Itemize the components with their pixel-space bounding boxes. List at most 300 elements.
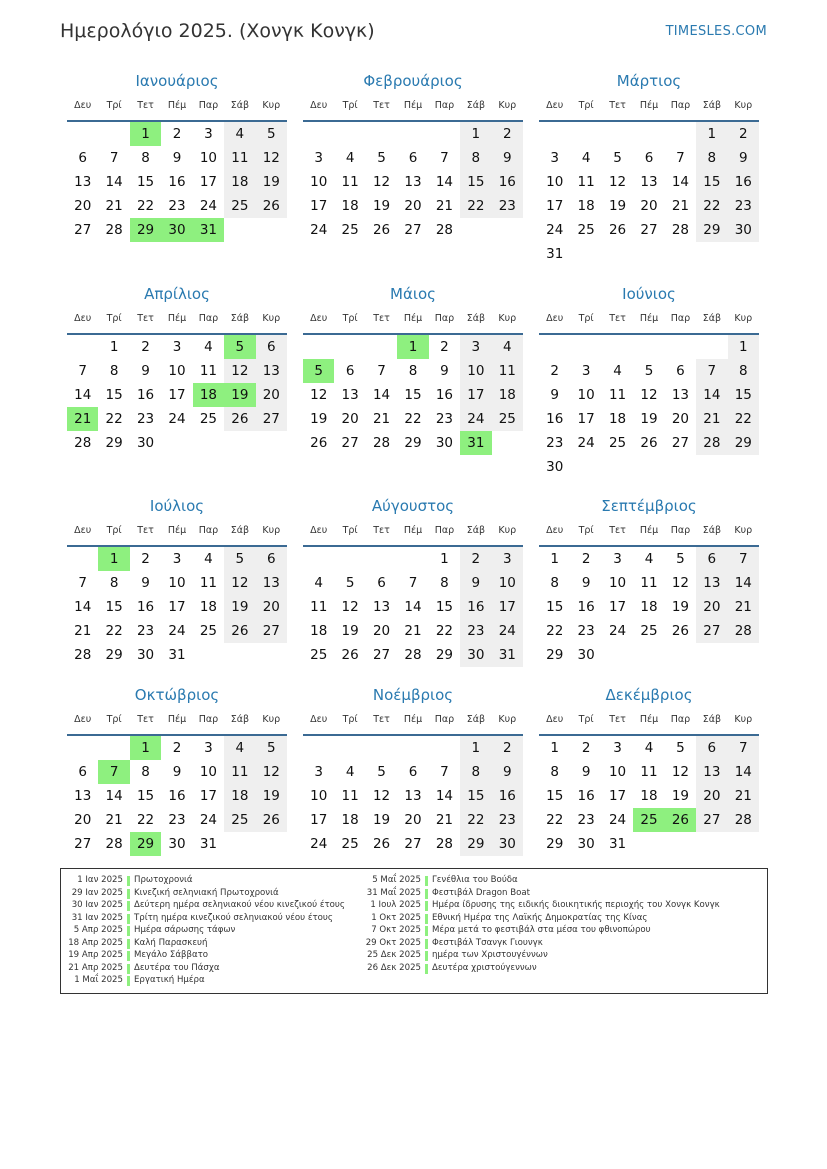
legend-date: 21 Απρ 2025 bbox=[68, 962, 123, 973]
day-cell: 13 bbox=[256, 571, 287, 595]
day-cell: 15 bbox=[435, 599, 454, 615]
month-name: Ιανουάριος bbox=[135, 72, 219, 90]
weekday-label: Παρ bbox=[434, 714, 455, 725]
day-cell: 8 bbox=[460, 146, 491, 170]
weekday-label: Σάβ bbox=[702, 313, 722, 324]
day-cell: 19 bbox=[372, 198, 391, 214]
day-cell: 23 bbox=[577, 812, 595, 828]
day-cell: 17 bbox=[608, 788, 627, 804]
day-cell: 9 bbox=[141, 575, 150, 591]
legend-holiday-name: ημέρα των Χριστουγέννων bbox=[432, 950, 548, 960]
day-cell-holiday: 1 bbox=[98, 547, 129, 571]
weekday-label: Πέμ bbox=[167, 714, 187, 725]
day-cell: 28 bbox=[435, 836, 454, 852]
day-cell: 10 bbox=[310, 174, 328, 190]
holiday-marker bbox=[425, 876, 428, 886]
weekday-label: Τρί bbox=[342, 714, 358, 725]
day-cell: 16 bbox=[136, 599, 155, 615]
day-cell: 14 bbox=[435, 174, 454, 190]
day-cell: 21 bbox=[105, 198, 123, 214]
weekday-label: Τετ bbox=[137, 525, 154, 536]
weekday-label: Παρ bbox=[434, 525, 455, 536]
day-cell: 8 bbox=[408, 363, 418, 379]
day-cell: 29 bbox=[105, 435, 123, 451]
holiday-marker bbox=[425, 939, 428, 949]
day-cell-holiday: 26 bbox=[665, 808, 696, 832]
day-cell: 12 bbox=[372, 174, 391, 190]
day-cell: 13 bbox=[372, 599, 391, 615]
day-cell: 3 bbox=[314, 764, 323, 780]
day-cell: 4 bbox=[644, 740, 654, 756]
day-cell: 5 bbox=[377, 764, 386, 780]
day-cell: 14 bbox=[696, 383, 727, 407]
day-cell: 11 bbox=[341, 788, 359, 804]
day-cell: 17 bbox=[492, 595, 523, 619]
day-cell: 22 bbox=[546, 623, 564, 639]
holiday-marker bbox=[127, 939, 130, 949]
day-cell: 2 bbox=[172, 740, 182, 756]
day-cell: 31 bbox=[168, 647, 186, 663]
legend-holiday-name: Γενέθλια του Βούδα bbox=[432, 875, 518, 885]
weekday-label: Πέμ bbox=[167, 313, 187, 324]
day-cell: 10 bbox=[460, 359, 491, 383]
legend-date: 1 Ιουλ 2025 bbox=[370, 900, 421, 910]
day-cell: 10 bbox=[168, 575, 186, 591]
day-cell: 23 bbox=[168, 812, 186, 828]
legend-holiday-name: Εργατική Ημέρα bbox=[134, 975, 205, 985]
day-cell-holiday: 1 bbox=[130, 122, 161, 146]
day-cell: 1 bbox=[460, 122, 491, 146]
day-cell: 3 bbox=[204, 740, 213, 756]
day-cell: 16 bbox=[728, 170, 759, 194]
day-cell: 27 bbox=[671, 435, 690, 451]
weekday-label: Τρί bbox=[578, 525, 594, 536]
weekday-label: Δευ bbox=[546, 100, 564, 111]
day-cell: 10 bbox=[168, 363, 186, 379]
weekday-label: Σάβ bbox=[230, 313, 250, 324]
day-cell: 14 bbox=[105, 788, 123, 804]
day-cell: 5 bbox=[224, 547, 255, 571]
day-cell: 6 bbox=[696, 547, 727, 571]
day-cell: 16 bbox=[435, 387, 454, 403]
weekday-label: Σάβ bbox=[702, 714, 722, 725]
weekday-label: Τρί bbox=[578, 313, 594, 324]
day-cell: 5 bbox=[377, 150, 386, 166]
holiday-marker bbox=[127, 976, 130, 986]
weekday-label: Δευ bbox=[74, 100, 92, 111]
day-cell: 6 bbox=[78, 764, 87, 780]
day-cell: 17 bbox=[577, 411, 595, 427]
day-cell: 15 bbox=[696, 170, 727, 194]
day-cell: 20 bbox=[372, 623, 391, 639]
day-cell-holiday: 21 bbox=[67, 407, 98, 431]
weekday-label: Πέμ bbox=[639, 100, 659, 111]
weekday-label: Σάβ bbox=[466, 714, 486, 725]
weekday-label: Τετ bbox=[137, 100, 154, 111]
legend-date: 26 Δεκ 2025 bbox=[367, 962, 421, 973]
day-cell: 5 bbox=[613, 150, 622, 166]
day-cell: 30 bbox=[492, 832, 523, 856]
day-cell: 14 bbox=[435, 788, 454, 804]
weekday-label: Κυρ bbox=[734, 714, 753, 725]
day-cell: 6 bbox=[408, 764, 418, 780]
day-cell: 27 bbox=[341, 435, 359, 451]
legend-holiday-name: Μεγάλο Σάββατο bbox=[134, 950, 209, 960]
day-cell: 10 bbox=[492, 571, 523, 595]
day-cell: 6 bbox=[377, 575, 386, 591]
weekday-header bbox=[67, 525, 287, 541]
day-cell: 14 bbox=[728, 760, 759, 784]
weekday-label: Σάβ bbox=[702, 100, 722, 111]
weekday-label: Τετ bbox=[373, 525, 390, 536]
holiday-marker bbox=[425, 901, 428, 911]
day-cell: 13 bbox=[256, 359, 287, 383]
day-cell: 22 bbox=[105, 623, 123, 639]
holiday-marker bbox=[127, 951, 130, 961]
holiday-marker bbox=[127, 914, 130, 924]
weekday-label: Τετ bbox=[609, 714, 626, 725]
day-cell: 6 bbox=[78, 150, 87, 166]
day-cell: 22 bbox=[460, 808, 491, 832]
day-cell: 14 bbox=[105, 174, 123, 190]
weekday-header bbox=[303, 313, 523, 329]
weekday-label: Πέμ bbox=[403, 525, 423, 536]
day-cell: 5 bbox=[256, 736, 287, 760]
day-cell: 18 bbox=[492, 383, 523, 407]
day-cell-holiday: 19 bbox=[224, 383, 255, 407]
weekday-label: Δευ bbox=[546, 313, 564, 324]
day-cell: 9 bbox=[581, 764, 591, 780]
day-cell: 26 bbox=[310, 435, 328, 451]
weekday-label: Κυρ bbox=[498, 313, 517, 324]
day-cell: 25 bbox=[577, 222, 595, 238]
day-cell: 9 bbox=[728, 146, 759, 170]
day-cell: 24 bbox=[168, 623, 186, 639]
day-cell: 1 bbox=[440, 551, 449, 567]
day-cell: 19 bbox=[256, 170, 287, 194]
day-cell: 2 bbox=[460, 547, 491, 571]
day-cell: 8 bbox=[440, 575, 449, 591]
day-cell: 27 bbox=[696, 808, 727, 832]
day-cell-holiday: 30 bbox=[161, 218, 192, 242]
day-cell: 15 bbox=[546, 599, 564, 615]
day-cell: 16 bbox=[168, 788, 186, 804]
day-cell: 5 bbox=[676, 740, 685, 756]
day-cell: 12 bbox=[256, 146, 287, 170]
day-cell: 18 bbox=[310, 623, 328, 639]
holiday-marker bbox=[127, 876, 130, 886]
day-cell: 20 bbox=[404, 198, 422, 214]
weekday-label: Παρ bbox=[198, 525, 219, 536]
day-cell: 20 bbox=[256, 595, 287, 619]
legend-holiday-name: Δευτέρα του Πάσχα bbox=[134, 962, 220, 973]
day-cell: 2 bbox=[550, 363, 559, 379]
weekday-label: Δευ bbox=[310, 100, 328, 111]
day-cell: 25 bbox=[224, 194, 255, 218]
day-cell: 24 bbox=[310, 222, 328, 238]
day-cell: 28 bbox=[671, 222, 690, 238]
weekday-label: Παρ bbox=[198, 313, 219, 324]
day-cell: 6 bbox=[696, 736, 727, 760]
day-cell: 8 bbox=[109, 363, 119, 379]
day-cell: 1 bbox=[696, 122, 727, 146]
weekday-label: Τετ bbox=[609, 100, 626, 111]
day-cell: 9 bbox=[460, 571, 491, 595]
day-cell: 15 bbox=[728, 383, 759, 407]
day-cell: 20 bbox=[696, 784, 727, 808]
day-cell: 11 bbox=[577, 174, 595, 190]
day-cell: 9 bbox=[172, 764, 182, 780]
day-cell: 23 bbox=[136, 623, 155, 639]
holiday-marker bbox=[425, 964, 428, 974]
day-cell: 11 bbox=[640, 764, 658, 780]
day-cell: 20 bbox=[341, 411, 359, 427]
day-cell: 21 bbox=[696, 407, 727, 431]
day-cell: 29 bbox=[404, 435, 422, 451]
day-cell-holiday: 31 bbox=[460, 431, 491, 455]
day-cell: 10 bbox=[199, 150, 218, 166]
month-name: Αύγουστος bbox=[371, 497, 455, 515]
header-divider bbox=[539, 333, 759, 335]
day-cell: 9 bbox=[440, 363, 449, 379]
day-cell: 13 bbox=[404, 788, 422, 804]
day-cell: 7 bbox=[696, 359, 727, 383]
legend-holiday-name: Φεστιβάλ Τσανγκ Γιουνγκ bbox=[432, 937, 543, 948]
day-cell: 17 bbox=[168, 599, 186, 615]
day-cell: 24 bbox=[199, 812, 218, 828]
day-cell: 26 bbox=[341, 647, 359, 663]
day-cell: 23 bbox=[728, 194, 759, 218]
day-cell: 3 bbox=[172, 339, 182, 355]
day-cell: 26 bbox=[671, 623, 690, 639]
day-cell: 3 bbox=[172, 551, 182, 567]
day-cell: 7 bbox=[676, 150, 685, 166]
day-cell: 28 bbox=[696, 431, 727, 455]
day-cell: 19 bbox=[372, 812, 391, 828]
day-cell: 21 bbox=[404, 623, 422, 639]
legend-holiday-name: Πρωτοχρονιά bbox=[134, 875, 193, 885]
weekday-label: Δευ bbox=[74, 313, 92, 324]
weekday-label: Κυρ bbox=[262, 714, 281, 725]
day-cell: 27 bbox=[404, 836, 422, 852]
day-cell: 26 bbox=[224, 407, 255, 431]
day-cell: 3 bbox=[550, 150, 559, 166]
day-cell: 13 bbox=[696, 571, 727, 595]
day-cell-holiday: 1 bbox=[130, 736, 161, 760]
weekday-label: Τρί bbox=[342, 313, 358, 324]
day-cell: 28 bbox=[105, 222, 123, 238]
weekday-label: Σάβ bbox=[230, 714, 250, 725]
legend-date: 31 Ιαν 2025 bbox=[71, 912, 123, 923]
day-cell: 4 bbox=[314, 575, 323, 591]
legend-date: 30 Ιαν 2025 bbox=[71, 900, 123, 910]
weekday-label: Τρί bbox=[342, 100, 358, 111]
day-cell: 28 bbox=[435, 222, 454, 238]
day-cell: 26 bbox=[372, 836, 391, 852]
legend-holiday-name: Ημέρα σάρωσης τάφων bbox=[134, 925, 236, 935]
day-cell: 6 bbox=[256, 335, 287, 359]
month-name: Μάιος bbox=[390, 285, 436, 303]
weekday-label: Τρί bbox=[106, 313, 122, 324]
day-cell-holiday: 29 bbox=[130, 832, 161, 856]
weekday-label: Δευ bbox=[74, 525, 92, 536]
day-cell: 8 bbox=[696, 146, 727, 170]
day-cell: 6 bbox=[408, 150, 418, 166]
day-cell: 13 bbox=[74, 174, 92, 190]
day-cell: 24 bbox=[608, 623, 627, 639]
day-cell: 7 bbox=[440, 764, 449, 780]
day-cell: 21 bbox=[105, 812, 123, 828]
weekday-label: Τρί bbox=[106, 100, 122, 111]
day-cell: 21 bbox=[435, 198, 454, 214]
day-cell: 18 bbox=[640, 599, 658, 615]
day-cell-holiday: 5 bbox=[303, 359, 334, 383]
day-cell: 17 bbox=[199, 788, 218, 804]
day-cell: 2 bbox=[581, 551, 591, 567]
weekday-label: Παρ bbox=[434, 100, 455, 111]
day-cell: 25 bbox=[224, 808, 255, 832]
day-cell: 18 bbox=[608, 411, 627, 427]
day-cell: 1 bbox=[460, 736, 491, 760]
day-cell: 11 bbox=[492, 359, 523, 383]
legend-date: 5 Μαΐ 2025 bbox=[372, 875, 421, 885]
day-cell: 28 bbox=[404, 647, 422, 663]
day-cell: 9 bbox=[141, 363, 150, 379]
day-cell: 21 bbox=[435, 812, 454, 828]
day-cell: 14 bbox=[74, 599, 92, 615]
legend-date: 25 Δεκ 2025 bbox=[367, 950, 421, 960]
day-cell: 24 bbox=[168, 411, 186, 427]
holiday-legend bbox=[60, 868, 768, 994]
holiday-marker bbox=[127, 901, 130, 911]
weekday-label: Τετ bbox=[373, 714, 390, 725]
day-cell: 17 bbox=[546, 198, 564, 214]
weekday-label: Πέμ bbox=[167, 525, 187, 536]
weekday-label: Κυρ bbox=[498, 714, 517, 725]
weekday-label: Τετ bbox=[373, 313, 390, 324]
day-cell: 19 bbox=[341, 623, 359, 639]
weekday-header bbox=[539, 100, 759, 116]
legend-date: 29 Ιαν 2025 bbox=[71, 887, 123, 898]
day-cell: 13 bbox=[640, 174, 658, 190]
day-cell: 4 bbox=[345, 150, 355, 166]
day-cell: 17 bbox=[199, 174, 218, 190]
day-cell: 7 bbox=[728, 736, 759, 760]
day-cell: 25 bbox=[640, 623, 658, 639]
weekday-label: Δευ bbox=[310, 714, 328, 725]
day-cell: 15 bbox=[460, 170, 491, 194]
day-cell: 4 bbox=[204, 339, 213, 355]
day-cell: 29 bbox=[435, 647, 454, 663]
day-cell: 22 bbox=[435, 623, 454, 639]
legend-date: 7 Οκτ 2025 bbox=[371, 925, 421, 935]
month-name: Νοέμβριος bbox=[372, 686, 454, 704]
weekday-label: Παρ bbox=[670, 100, 691, 111]
weekday-header bbox=[539, 714, 759, 730]
day-cell: 13 bbox=[404, 174, 422, 190]
day-cell: 31 bbox=[199, 836, 218, 852]
day-cell: 17 bbox=[168, 387, 186, 403]
weekday-label: Πέμ bbox=[639, 525, 659, 536]
weekday-label: Τετ bbox=[373, 100, 390, 111]
day-cell-holiday: 18 bbox=[193, 383, 224, 407]
legend-date: 31 Μαΐ 2025 bbox=[366, 887, 421, 898]
day-cell: 18 bbox=[224, 170, 255, 194]
day-cell: 18 bbox=[224, 784, 255, 808]
day-cell: 11 bbox=[640, 575, 658, 591]
day-cell: 26 bbox=[256, 808, 287, 832]
day-cell: 19 bbox=[256, 784, 287, 808]
holiday-marker bbox=[127, 926, 130, 936]
day-cell: 5 bbox=[644, 363, 654, 379]
day-cell: 8 bbox=[550, 764, 559, 780]
weekday-label: Τετ bbox=[609, 313, 626, 324]
day-cell: 20 bbox=[640, 198, 658, 214]
day-cell: 24 bbox=[608, 812, 627, 828]
day-cell: 14 bbox=[671, 174, 690, 190]
weekday-label: Παρ bbox=[670, 313, 691, 324]
weekday-label: Κυρ bbox=[734, 100, 753, 111]
day-cell: 15 bbox=[546, 788, 564, 804]
day-cell: 3 bbox=[613, 740, 622, 756]
day-cell: 29 bbox=[696, 218, 727, 242]
day-cell: 15 bbox=[404, 387, 422, 403]
weekday-label: Σάβ bbox=[466, 525, 486, 536]
site-link[interactable]: TIMESLES.COM bbox=[665, 24, 767, 39]
page-title: Ημερολόγιο 2025. (Χονγκ Κονγκ) bbox=[60, 20, 375, 42]
day-cell: 25 bbox=[341, 836, 359, 852]
day-cell: 10 bbox=[608, 575, 627, 591]
day-cell: 28 bbox=[105, 836, 123, 852]
day-cell: 29 bbox=[546, 647, 564, 663]
day-cell: 7 bbox=[408, 575, 418, 591]
day-cell: 30 bbox=[546, 459, 564, 475]
day-cell: 25 bbox=[199, 623, 218, 639]
day-cell: 2 bbox=[172, 126, 182, 142]
legend-date: 29 Οκτ 2025 bbox=[365, 937, 421, 948]
day-cell: 2 bbox=[728, 122, 759, 146]
day-cell: 22 bbox=[136, 812, 155, 828]
day-cell: 21 bbox=[728, 784, 759, 808]
day-cell: 28 bbox=[728, 619, 759, 643]
day-cell-holiday: 7 bbox=[98, 760, 129, 784]
legend-holiday-name: Κινεζική σεληνιακή Πρωτοχρονιά bbox=[134, 887, 279, 898]
weekday-label: Τετ bbox=[137, 714, 154, 725]
day-cell: 11 bbox=[310, 599, 328, 615]
day-cell: 22 bbox=[404, 411, 422, 427]
day-cell: 17 bbox=[310, 812, 328, 828]
day-cell-holiday: 31 bbox=[193, 218, 224, 242]
legend-holiday-name: Εθνική Ημέρα της Λαϊκής Δημοκρατίας της Κίνας bbox=[432, 912, 648, 923]
day-cell: 7 bbox=[377, 363, 386, 379]
day-cell: 3 bbox=[492, 547, 523, 571]
day-cell: 16 bbox=[492, 784, 523, 808]
month-name: Οκτώβριος bbox=[134, 686, 220, 704]
day-cell: 25 bbox=[608, 435, 627, 451]
month-name: Δεκέμβριος bbox=[605, 686, 693, 704]
day-cell: 19 bbox=[671, 599, 690, 615]
day-cell: 11 bbox=[224, 760, 255, 784]
holiday-marker bbox=[425, 951, 428, 961]
weekday-header bbox=[303, 525, 523, 541]
day-cell: 26 bbox=[608, 222, 627, 238]
day-cell: 7 bbox=[440, 150, 449, 166]
day-cell: 13 bbox=[74, 788, 92, 804]
day-cell: 30 bbox=[728, 218, 759, 242]
day-cell: 19 bbox=[224, 595, 255, 619]
day-cell: 20 bbox=[74, 812, 92, 828]
day-cell: 13 bbox=[696, 760, 727, 784]
